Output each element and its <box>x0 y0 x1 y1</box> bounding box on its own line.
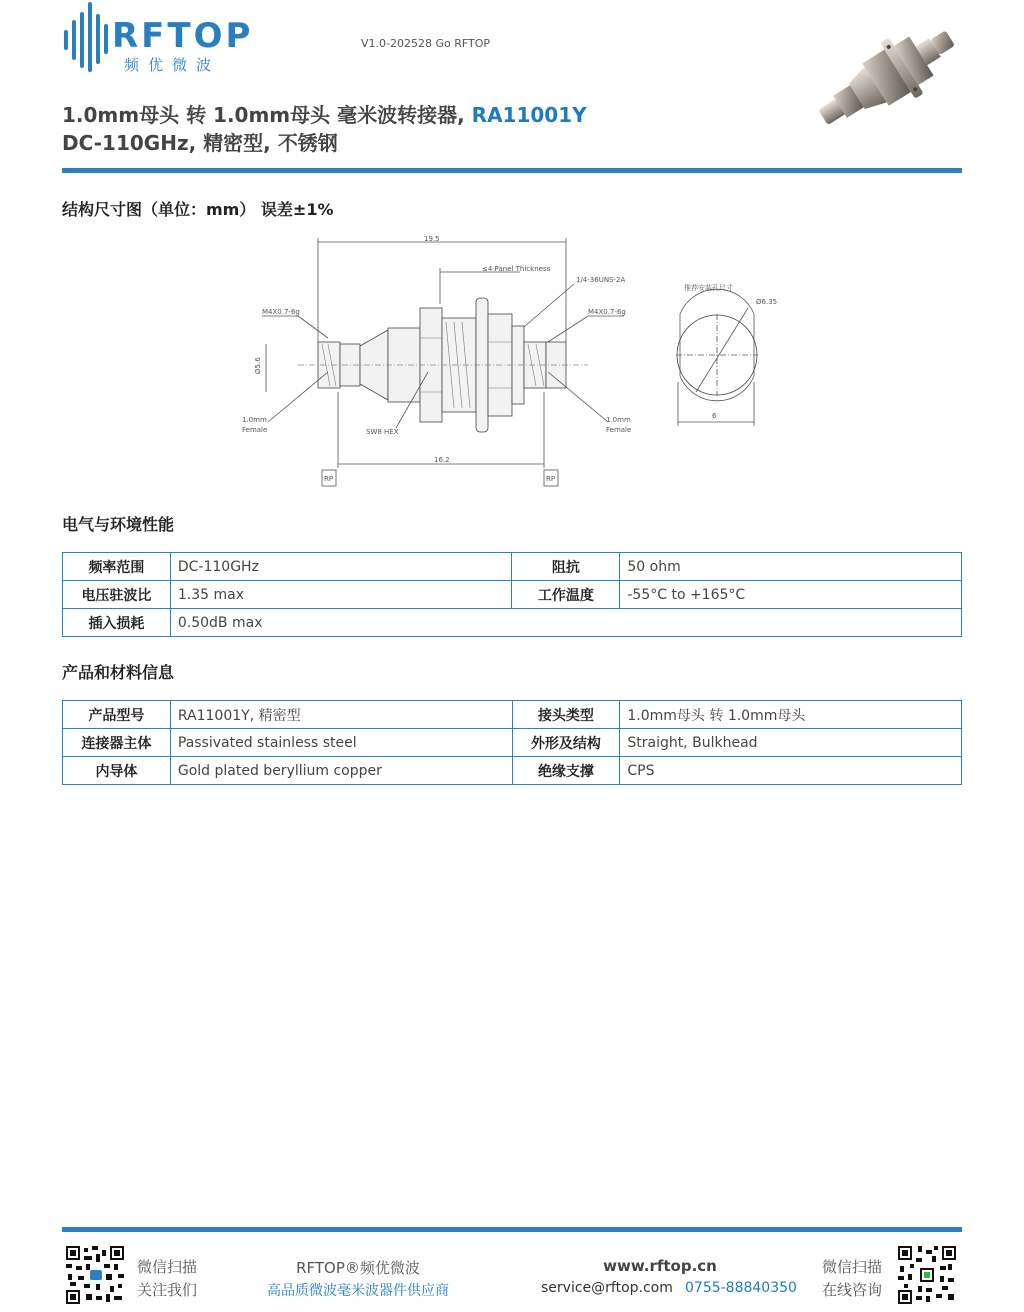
dimension-drawing <box>238 232 798 492</box>
cell-label: 绝缘支撑 <box>512 757 620 785</box>
model-number: RA11001Y <box>471 103 587 127</box>
consult-label: 在线咨询 <box>822 1281 883 1299</box>
logo-subtitle: 频优微波 <box>124 56 221 74</box>
qr-code-icon[interactable] <box>898 1246 956 1304</box>
cell-value: Passivated stainless steel <box>170 729 512 757</box>
cell-label: 产品型号 <box>63 701 171 729</box>
wechat-scan-label: 微信扫描 <box>137 1258 198 1276</box>
version-label: V1.0-202528 Go RFTOP <box>361 37 491 50</box>
right-iface-gender: Female <box>606 426 632 434</box>
title-prefix: 1.0mm母头 转 1.0mm母头 毫米波转接器, <box>62 103 472 127</box>
electrical-section-title: 电气与环境性能 <box>62 515 175 534</box>
product-photo <box>808 22 968 134</box>
dim-diameter: Ø5.6 <box>254 357 262 374</box>
table-row <box>63 701 962 729</box>
cell-value: 50 ohm <box>620 553 962 581</box>
cell-label: 连接器主体 <box>63 729 171 757</box>
dim-overall: 19.5 <box>424 235 440 243</box>
logo-wordmark: RFTOP <box>112 16 254 56</box>
rp-right: RP <box>546 475 556 483</box>
cell-label: 外形及结构 <box>512 729 620 757</box>
left-iface-gender: Female <box>242 426 268 434</box>
header-rule <box>62 168 962 173</box>
dim-thread-left: M4X0.7-6g <box>262 308 300 316</box>
material-section-title: 产品和材料信息 <box>62 663 175 682</box>
cell-label: 内导体 <box>63 757 171 785</box>
cell-label: 电压驻波比 <box>63 581 171 609</box>
logo-wave-icon <box>62 2 110 74</box>
cell-label: 工作温度 <box>512 581 620 609</box>
dim-thread-right: M4X0.7-6g <box>588 308 626 316</box>
footer-tagline: 高品质微波毫米波器件供应商 <box>267 1283 449 1299</box>
company-logo <box>62 2 272 74</box>
phone-number[interactable]: 0755-88840350 <box>685 1280 797 1296</box>
cell-label: 接头类型 <box>512 701 620 729</box>
table-row <box>63 609 962 637</box>
cell-value: CPS <box>620 757 962 785</box>
material-table <box>62 700 962 785</box>
drawing-section-title: 结构尺寸图（单位：mm） 误差±1% <box>62 200 334 219</box>
dim-hex: SW8 HEX <box>366 428 399 436</box>
dim-ref: 16.2 <box>434 456 450 464</box>
wechat-scan-label-2: 微信扫描 <box>822 1258 883 1276</box>
product-subtitle: DC-110GHz, 精密型, 不锈钢 <box>62 131 338 155</box>
table-row <box>63 757 962 785</box>
panel-flat: 6 <box>712 412 717 420</box>
rp-left: RP <box>324 475 334 483</box>
cell-value: DC-110GHz <box>170 553 512 581</box>
footer-brand: RFTOP®频优微波 <box>296 1259 420 1277</box>
right-iface-size: 1.0mm <box>606 416 631 424</box>
left-iface-size: 1.0mm <box>242 416 267 424</box>
table-row <box>63 581 962 609</box>
footer-rule <box>62 1227 962 1232</box>
cell-value: Gold plated beryllium copper <box>170 757 512 785</box>
follow-us-label: 关注我们 <box>137 1281 198 1299</box>
cell-value: Straight, Bulkhead <box>620 729 962 757</box>
table-row <box>63 553 962 581</box>
email-link[interactable]: service@rftop.com <box>541 1280 673 1296</box>
cell-value: -55°C to +165°C <box>620 581 962 609</box>
table-row <box>63 729 962 757</box>
cell-value: 1.0mm母头 转 1.0mm母头 <box>620 701 962 729</box>
cell-label: 频率范围 <box>63 553 171 581</box>
cell-label: 阻抗 <box>512 553 620 581</box>
electrical-table <box>62 552 962 637</box>
product-title <box>62 99 587 128</box>
dim-panel: ≤4 Panel Thickness <box>482 265 551 273</box>
website-link[interactable]: www.rftop.cn <box>603 1257 717 1275</box>
cell-value: 1.35 max <box>170 581 512 609</box>
panel-diameter: Ø6.35 <box>756 298 778 306</box>
panel-title: 推荐安装孔尺寸 <box>684 284 733 292</box>
cell-label: 插入损耗 <box>63 609 171 637</box>
cell-value: RA11001Y, 精密型 <box>170 701 512 729</box>
dim-thread-mid: 1/4-36UNS-2A <box>576 276 626 284</box>
cell-value: 0.50dB max <box>170 609 961 637</box>
qr-code-icon[interactable] <box>66 1246 124 1304</box>
